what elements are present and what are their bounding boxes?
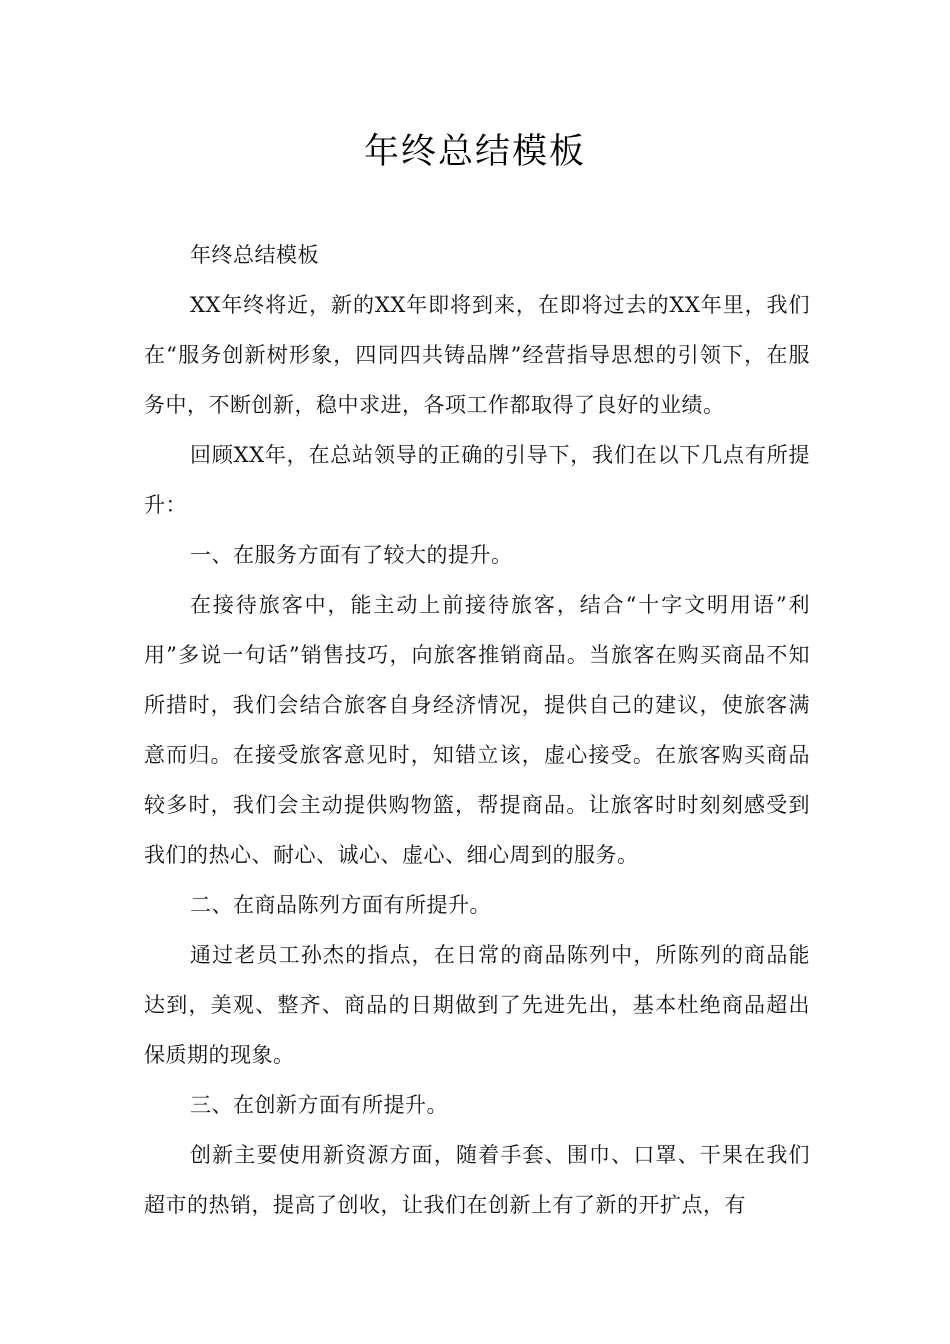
section-heading-innovation: 三、在创新方面有所提升。 <box>190 1093 448 1117</box>
section-heading-display: 二、在商品陈列方面有所提升。 <box>190 893 491 917</box>
paragraph-subtitle: 年终总结模板 <box>190 243 319 267</box>
paragraph-intro: XX年终将近，新的XX年即将到来，在即将过去的XX年里，我们在“服务创新树形象，四同四共铸品牌”经营指导思想的引领下，在服务中，不断创新，稳中求进，各项工作都取得了良好的业绩。 <box>144 293 810 417</box>
section-heading-service: 一、在服务方面有了较大的提升。 <box>190 543 513 567</box>
document-body <box>144 230 810 1230</box>
document-title: 年终总结模板 <box>363 132 586 172</box>
paragraph-service: 在接待旅客中，能主动上前接待旅客，结合“十字文明用语”利用”多说一句话”销售技巧，向旅客推销商品。当旅客在购买商品不知所措时，我们会结合旅客自身经济情况，提供自己的建议，使旅客满意而归。在接受旅客意见时，知错立该，虚心接受。在旅客购买商品较多时，我们会主动提供购物篮，帮提商品。让旅客时时刻刻感受到我们的热心、耐心、诚心、虚心、细心周到的服务。 <box>144 593 810 867</box>
paragraph-display: 通过老员工孙杰的指点，在日常的商品陈列中，所陈列的商品能达到，美观、整齐、商品的日期做到了先进先出，基本杜绝商品超出保质期的现象。 <box>144 943 810 1067</box>
paragraph-review: 回顾XX年，在总站领导的正确的引导下，我们在以下几点有所提升： <box>144 443 810 517</box>
paragraph-innovation: 创新主要使用新资源方面，随着手套、围巾、口罩、干果在我们超市的热销，提高了创收，让我们在创新上有了新的开扩点，有 <box>144 1143 810 1217</box>
